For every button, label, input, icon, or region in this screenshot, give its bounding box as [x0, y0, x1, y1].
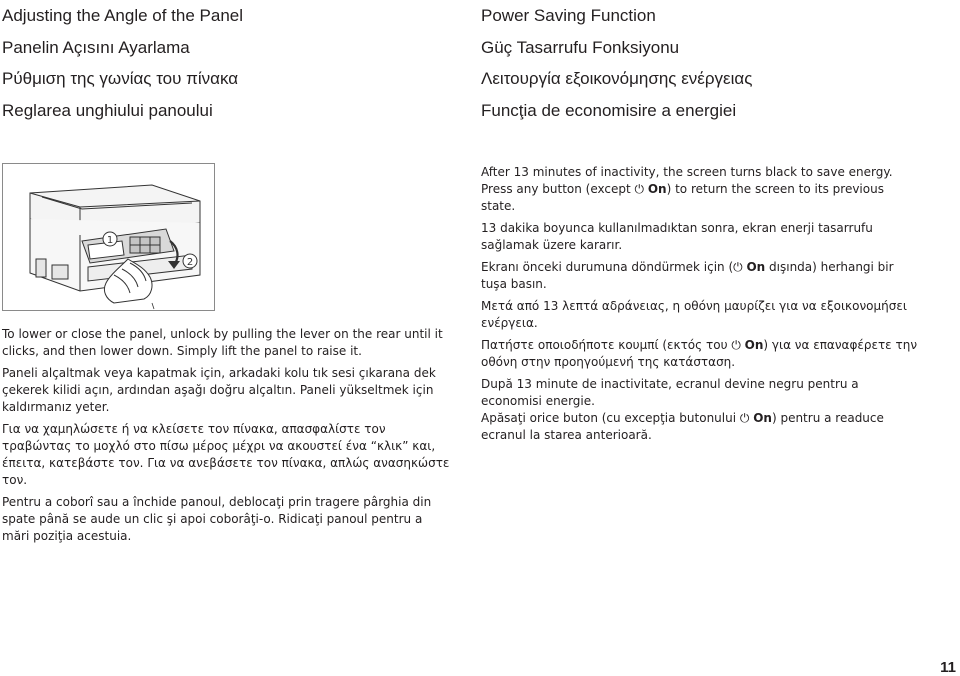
power-icon: ⏻: [731, 338, 741, 352]
paragraph-el-1: Μετά από 13 λεπτά αδράνειας, η οθόνη μαυρίζει για να εξοικονομήσει ενέργεια.: [481, 299, 907, 330]
heading-tr: Panelin Açısını Ayarlama: [2, 37, 190, 57]
paragraph-tr: Paneli alçaltmak veya kapatmak için, arkadaki kolu tık sesi çıkarana dek çekerek kilidi açın, ardından aşağı doğru alçaltın. Paneli yükseltmek için kaldırmanız yeter.: [2, 366, 436, 414]
on-label: On: [746, 260, 766, 274]
paragraph-tr-1: 13 dakika boyunca kullanılmadıktan sonra, ekran enerji tasarrufu sağlamak üzere kararır.: [481, 221, 873, 252]
heading-en: Power Saving Function: [481, 6, 656, 25]
text: Apăsaţi orice buton (cu excepţia butonului: [481, 411, 740, 425]
power-icon: ⏻: [634, 182, 645, 196]
left-body-text: [2, 326, 450, 550]
paragraph-en-2: [481, 181, 921, 215]
right-body-text: [481, 164, 921, 449]
page-number: 11: [940, 659, 956, 676]
paragraph-el: Για να χαμηλώσετε ή να κλείσετε τον πίνακα, απασφαλίστε τον τραβώντας το μοχλό στο πίσω μέρος μέχρι να ακουστεί ένα “κλικ” και, έπειτα, κατεβάστε τον. Για να ανεβάσετε τον πίνακα, απλώς ανασηκώστε τον.: [2, 422, 450, 487]
power-icon: ⏻: [733, 260, 743, 274]
paragraph-en: To lower or close the panel, unlock by pulling the lever on the rear until it clicks, and then lower down. Simply lift the panel to raise it.: [2, 327, 443, 358]
heading-el: Λειτουργία εξοικονόμησης ενέργειας: [481, 69, 753, 88]
text: ) για να επαναφέρετε την οθόνη στην προηγούμενή της κατάσταση.: [481, 338, 918, 369]
heading-ro: Funcţia de economisire a energiei: [481, 100, 737, 120]
power-icon: ⏻: [739, 411, 750, 425]
heading-el: Ρύθμιση της γωνίας του πίνακα: [2, 69, 239, 88]
text: Πατήστε οποιοδήποτε κουμπί (εκτός του: [481, 338, 732, 352]
paragraph-ro-1: După 13 minute de inactivitate, ecranul devine negru pentru a economisi energie.: [481, 377, 859, 408]
heading-tr: Güç Tasarrufu Fonksiyonu: [481, 37, 680, 57]
heading-en: Adjusting the Angle of the Panel: [2, 6, 244, 25]
on-label: On: [744, 338, 764, 352]
paragraph-tr-2: [481, 259, 921, 293]
text: Ekranı önceki durumuna döndürmek için (: [481, 260, 734, 274]
paragraph-en-1: After 13 minutes of inactivity, the screen turns black to save energy.: [481, 165, 893, 179]
left-heading-block: [2, 0, 243, 126]
paragraph-ro: Pentru a coborî sau a închide panoul, deblocaţi prin tragere pârghia din spate până se aude un clic şi apoi coborâţi-o. Ridicaţi panoul pentru a mări poziţia acestuia.: [2, 495, 432, 543]
printer-panel-illustration: [2, 163, 215, 311]
on-label: On: [647, 182, 667, 196]
callout-1: [103, 232, 117, 246]
right-heading-block: [481, 0, 752, 126]
callout-2-label: 2: [186, 257, 194, 268]
on-label: On: [753, 411, 772, 425]
callout-1-label: 1: [106, 235, 114, 246]
text: ) to return the screen to its previous state.: [481, 182, 884, 213]
text: dışında) herhangi bir tuşa basın.: [481, 260, 894, 291]
paragraph-el-2: [481, 337, 921, 371]
callout-2: [183, 254, 197, 268]
text: Press any button (except: [481, 182, 635, 196]
text: ) pentru a readuce ecranul la starea anterioară.: [481, 411, 884, 442]
paragraph-ro-2: [481, 410, 921, 444]
heading-ro: Reglarea unghiului panoului: [2, 100, 213, 120]
